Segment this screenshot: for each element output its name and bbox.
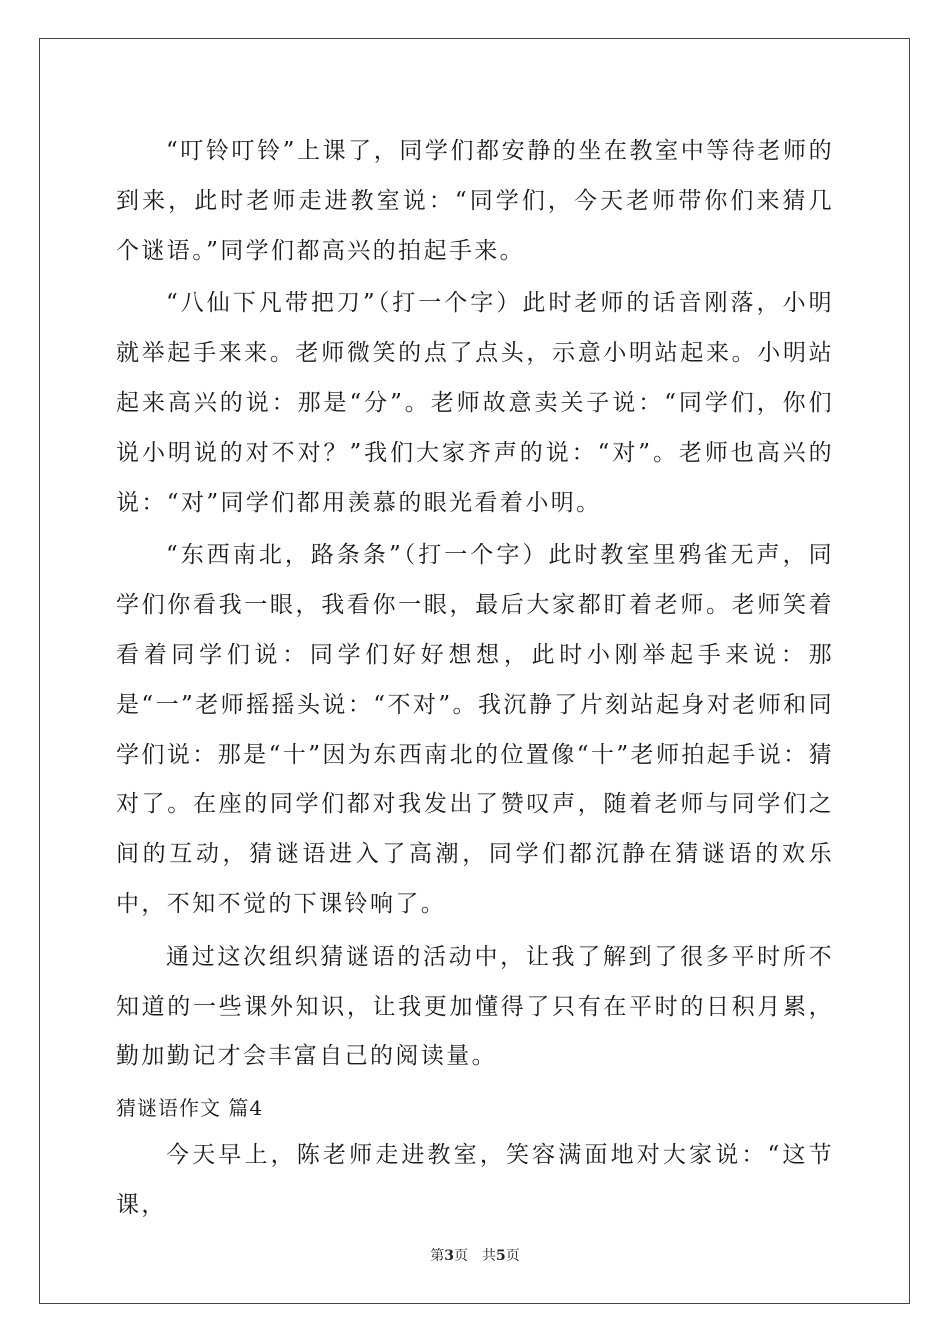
total-pages: 5 bbox=[496, 1248, 506, 1264]
page-number: 3 bbox=[444, 1248, 454, 1264]
page-footer bbox=[0, 1246, 950, 1266]
paragraph-3: “东西南北，路条条”（打一个字）此时教室里鸦雀无声，同学们你看我一眼，我看你一眼，最后大家都盯着老师。老师笑着看着同学们说：同学们好好想想，此时小刚举起手来说：那是“一”老师摇摇头说：“不对”。我沉静了片刻站起身对老师和同学们说：那是“十”因为东西南北的位置像“十”老师拍起手说：猜对了。在座的同学们都对我发出了赞叹声，随着老师与同学们之间的互动，猜谜语进入了高潮，同学们都沉静在猜谜语的欢乐中，不知不觉的下课铃响了。 bbox=[116, 542, 834, 917]
paragraph-4: 通过这次组织猜谜语的活动中，让我了解到了很多平时所不知道的一些课外知识，让我更加懂得了只有在平时的日积月累，勤加勤记才会丰富自己的阅读量。 bbox=[116, 943, 834, 1070]
section-heading: 猜谜语作文 篇4 bbox=[116, 1096, 264, 1121]
document-body bbox=[116, 127, 834, 1234]
paragraph-2: “八仙下凡带把刀”（打一个字）此时老师的话音刚落，小明就举起手来来。老师微笑的点了点头，示意小明站起来。小明站起来高兴的说：那是“分”。老师故意卖关子说：“同学们，你们说小明说的对不对？”我们大家齐声的说：“对”。老师也高兴的说：“对”同学们都用羡慕的眼光看着小明。 bbox=[116, 290, 834, 516]
paragraph-5: 今天早上，陈老师走进教室，笑容满面地对大家说：“这节课， bbox=[116, 1142, 834, 1218]
page-suffix: 页 bbox=[505, 1248, 520, 1264]
paragraph-1: “叮铃叮铃”上课了，同学们都安静的坐在教室中等待老师的到来，此时老师走进教室说：“同学们，今天老师带你们来猜几个谜语。”同学们都高兴的拍起手来。 bbox=[116, 138, 834, 264]
page-prefix: 第 bbox=[430, 1248, 445, 1264]
page-mid: 页 共 bbox=[454, 1248, 496, 1264]
